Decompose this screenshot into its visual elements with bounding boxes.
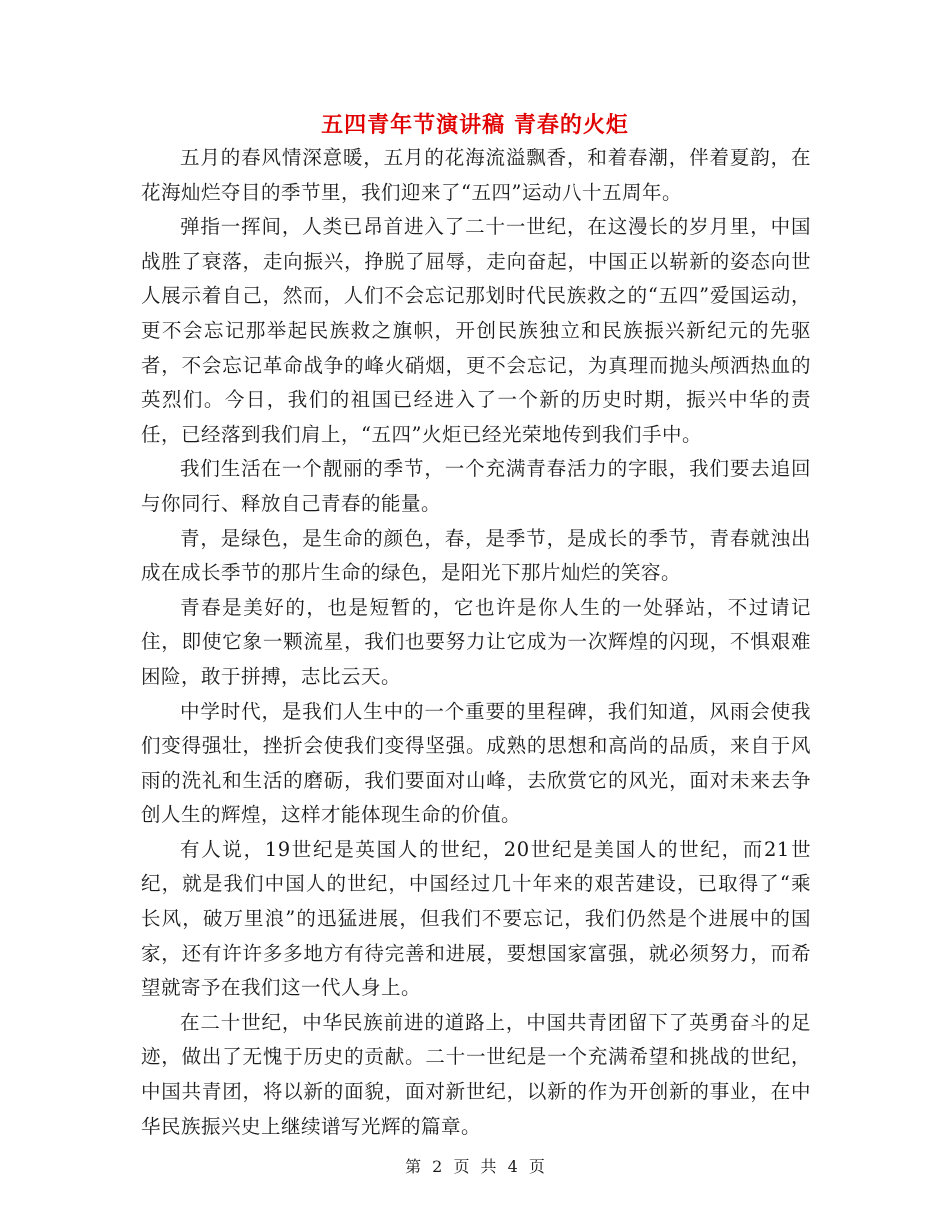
page-number-footer: 第 2 页 共 4 页 (405, 1157, 545, 1176)
paragraph-3: 我们生活在一个靓丽的季节，一个充满青春活力的字眼，我们要去追回与你同行、释放自己青春的能量。 (141, 457, 811, 515)
paragraph-6: 中学时代，是我们人生中的一个重要的里程碑，我们知道，风雨会使我们变得强壮，挫折会使我们变得坚强。成熟的思想和高尚的品质，来自于风雨的洗礼和生活的磨砺，我们要面对山峰，去欣赏它的风光，面对未来去争创人生的辉煌，这样才能体现生命的价值。 (141, 699, 811, 827)
page-title: 五四青年节演讲稿 青春的火炬 (321, 113, 629, 138)
paragraph-8: 在二十世纪，中华民族前进的道路上，中国共青团留下了英勇奋斗的足迹，做出了无愧于历史的贡献。二十一世纪是一个充满希望和挑战的世纪，中国共青团，将以新的面貌，面对新世纪，以新的作为开创新的事业，在中华民族振兴史上继续谱写光辉的篇章。 (141, 1010, 811, 1138)
paragraph-5: 青春是美好的，也是短暂的，它也许是你人生的一处驿站，不过请记住，即使它象一颗流星，我们也要努力让它成为一次辉煌的闪现，不惧艰难困险，敢于拼搏，志比云天。 (141, 595, 811, 688)
speech-body (141, 141, 811, 1144)
paragraph-7: 有人说，19世纪是英国人的世纪，20世纪是美国人的世纪，而21世纪，就是我们中国人的世纪，中国经过几十年来的艰苦建设，已取得了“乘长风，破万里浪”的迅猛进展，但我们不要忘记，我们仍然是个进展中的国家，还有许许多多地方有待完善和进展，要想国家富强，就必须努力，而希望就寄予在我们这一代人身上。 (141, 837, 811, 1000)
paragraph-4: 青，是绿色，是生命的颜色，春，是季节，是成长的季节，青春就浊出成在成长季节的那片生命的绿色，是阳光下那片灿烂的笑容。 (141, 526, 811, 585)
paragraph-2: 弹指一挥间，人类已昂首进入了二十一世纪，在这漫长的岁月里，中国战胜了衰落，走向振兴，挣脱了屈辱，走向奋起，中国正以崭新的姿态向世人展示着自己，然而，人们不会忘记那划时代民族救之的“五四”爱国运动，更不会忘记那举起民族救之旗帜，开创民族独立和民族振兴新纪元的先驱者，不会忘记革命战争的峰火硝烟，更不会忘记，为真理而抛头颅洒热血的英烈们。今日，我们的祖国已经进入了一个新的历史时期，振兴中华的责任，已经落到我们肩上，“五四”火炬已经光荣地传到我们手中。 (141, 215, 811, 446)
paragraph-1: 五月的春风情深意暖，五月的花海流溢飘香，和着春潮，伴着夏韵，在花海灿烂夺目的季节里，我们迎来了“五四”运动八十五周年。 (141, 146, 811, 204)
